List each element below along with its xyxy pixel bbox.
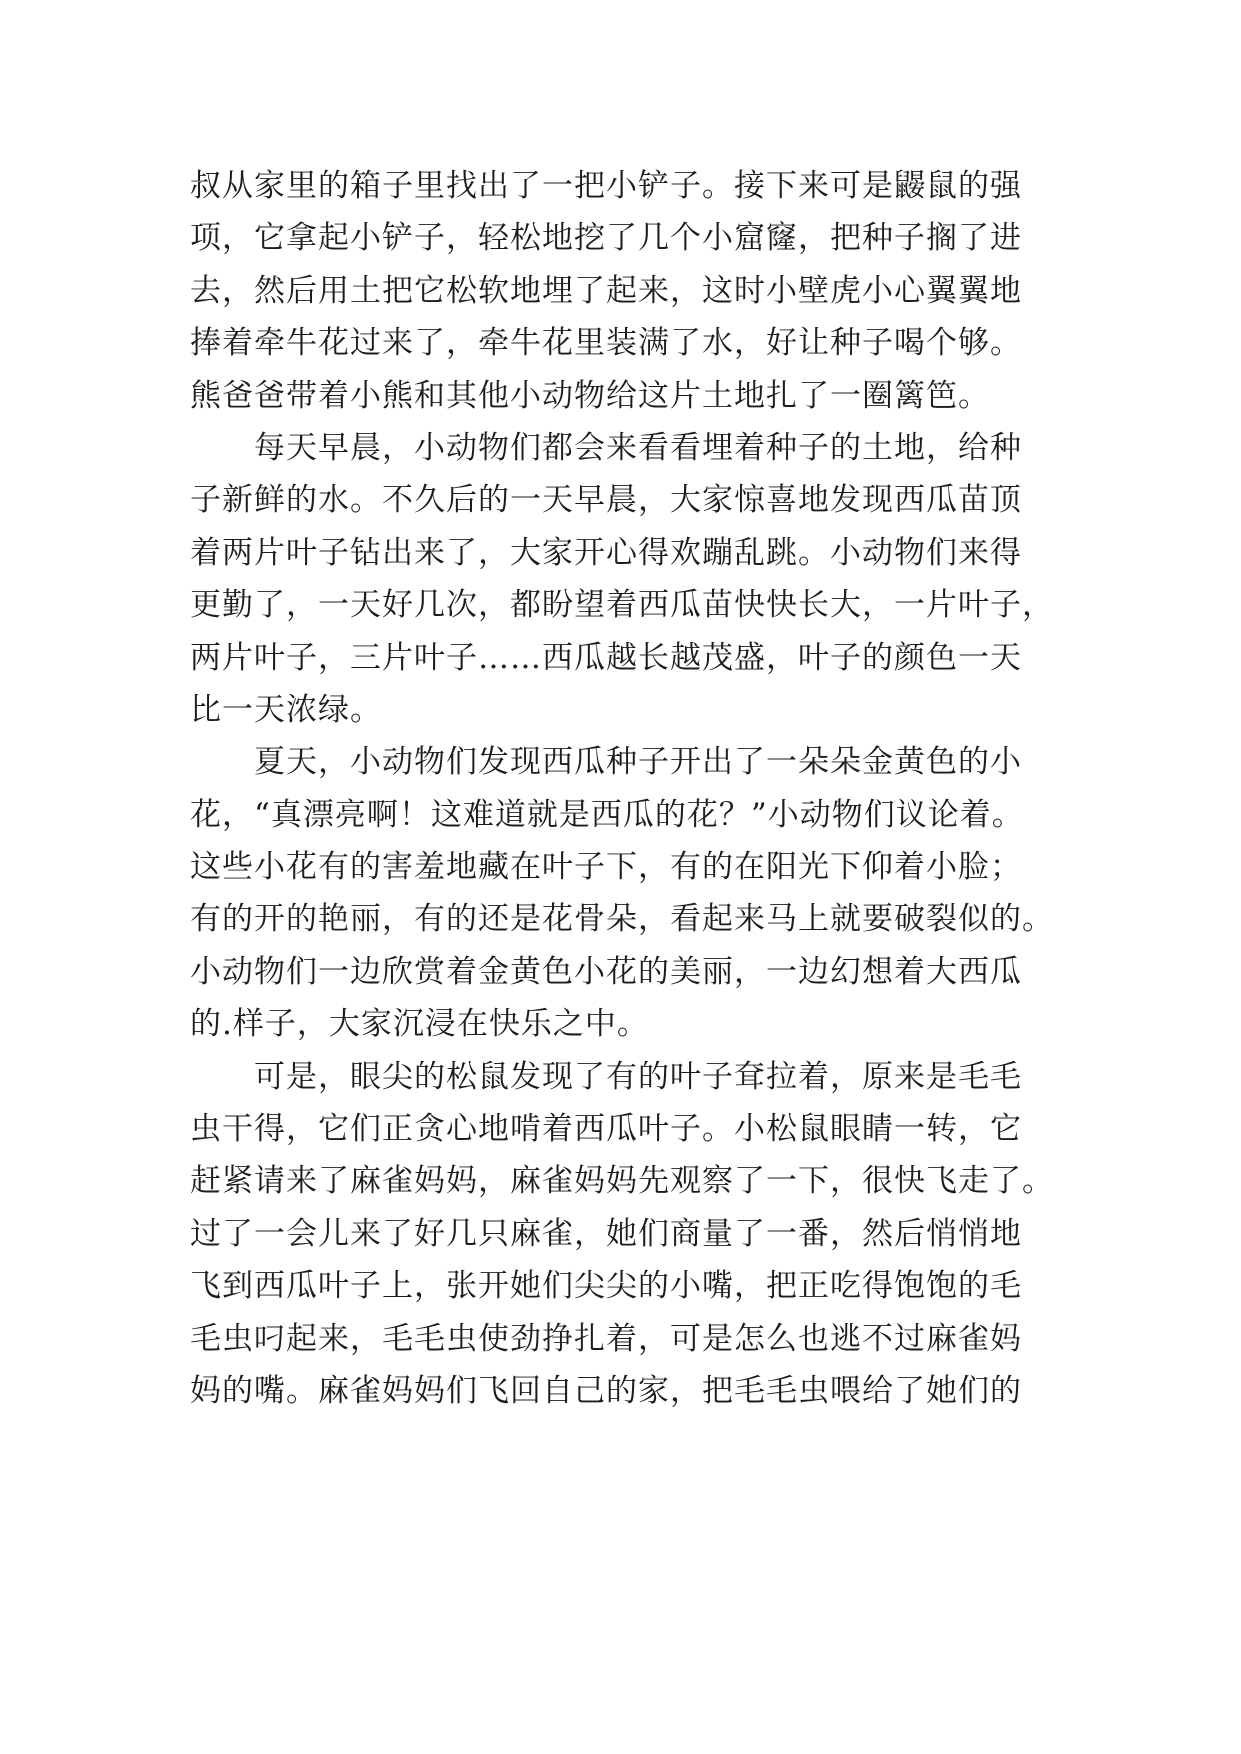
text-line: 捧着牵牛花过来了，牵牛花里装满了水，好让种子喝个够。 <box>190 325 1022 362</box>
paragraph-start-line: 夏天，小动物们发现西瓜种子开出了一朵朵金黄色的小 <box>254 744 1022 781</box>
text-line: 过了一会儿来了好几只麻雀，她们商量了一番，然后悄悄地 <box>190 1215 1022 1252</box>
text-line: 妈的嘴。麻雀妈妈们飞回自己的家，把毛毛虫喂给了她们的 <box>190 1372 1022 1409</box>
text-line: 花，“真漂亮啊！这难道就是西瓜的花？”小动物们议论着。 <box>190 796 1024 833</box>
text-line: 赶紧请来了麻雀妈妈，麻雀妈妈先观察了一下，很快飞走了。 <box>190 1163 1054 1200</box>
text-line: 更勤了，一天好几次，都盼望着西瓜苗快快长大，一片叶子， <box>190 587 1054 624</box>
text-line: 毛虫叼起来，毛毛虫使劲挣扎着，可是怎么也逃不过麻雀妈 <box>190 1320 1022 1357</box>
text-line: 的.样子，大家沉浸在快乐之中。 <box>190 1006 649 1043</box>
paragraph-start-line: 可是，眼尖的松鼠发现了有的叶子耷拉着，原来是毛毛 <box>254 1058 1022 1095</box>
text-line: 虫干得，它们正贪心地啃着西瓜叶子。小松鼠眼睛一转，它 <box>190 1111 1022 1148</box>
text-line: 小动物们一边欣赏着金黄色小花的美丽，一边幻想着大西瓜 <box>190 953 1022 990</box>
text-line: 叔从家里的箱子里找出了一把小铲子。接下来可是鼹鼠的强 <box>190 168 1022 204</box>
text-line: 飞到西瓜叶子上，张开她们尖尖的小嘴，把正吃得饱饱的毛 <box>190 1268 1022 1305</box>
text-line: 子新鲜的水。不久后的一天早晨，大家惊喜地发现西瓜苗顶 <box>190 482 1022 519</box>
text-line: 项，它拿起小铲子，轻松地挖了几个小窟窿，把种子搁了进 <box>190 220 1022 257</box>
paragraph-start-line: 每天早晨，小动物们都会来看看埋着种子的土地，给种 <box>254 429 1022 466</box>
text-line: 比一天浓绿。 <box>190 691 382 728</box>
text-line: 这些小花有的害羞地藏在叶子下，有的在阳光下仰着小脸； <box>190 849 1022 886</box>
text-line: 着两片叶子钻出来了，大家开心得欢蹦乱跳。小动物们来得 <box>190 534 1022 571</box>
story-text <box>190 160 1060 1417</box>
text-line: 两片叶子，三片叶子……西瓜越长越茂盛，叶子的颜色一天 <box>190 639 1022 676</box>
text-line: 有的开的艳丽，有的还是花骨朵，看起来马上就要破裂似的。 <box>190 901 1054 938</box>
text-line: 熊爸爸带着小熊和其他小动物给这片土地扎了一圈篱笆。 <box>190 377 990 414</box>
text-line: 去，然后用土把它松软地埋了起来，这时小壁虎小心翼翼地 <box>190 272 1022 309</box>
